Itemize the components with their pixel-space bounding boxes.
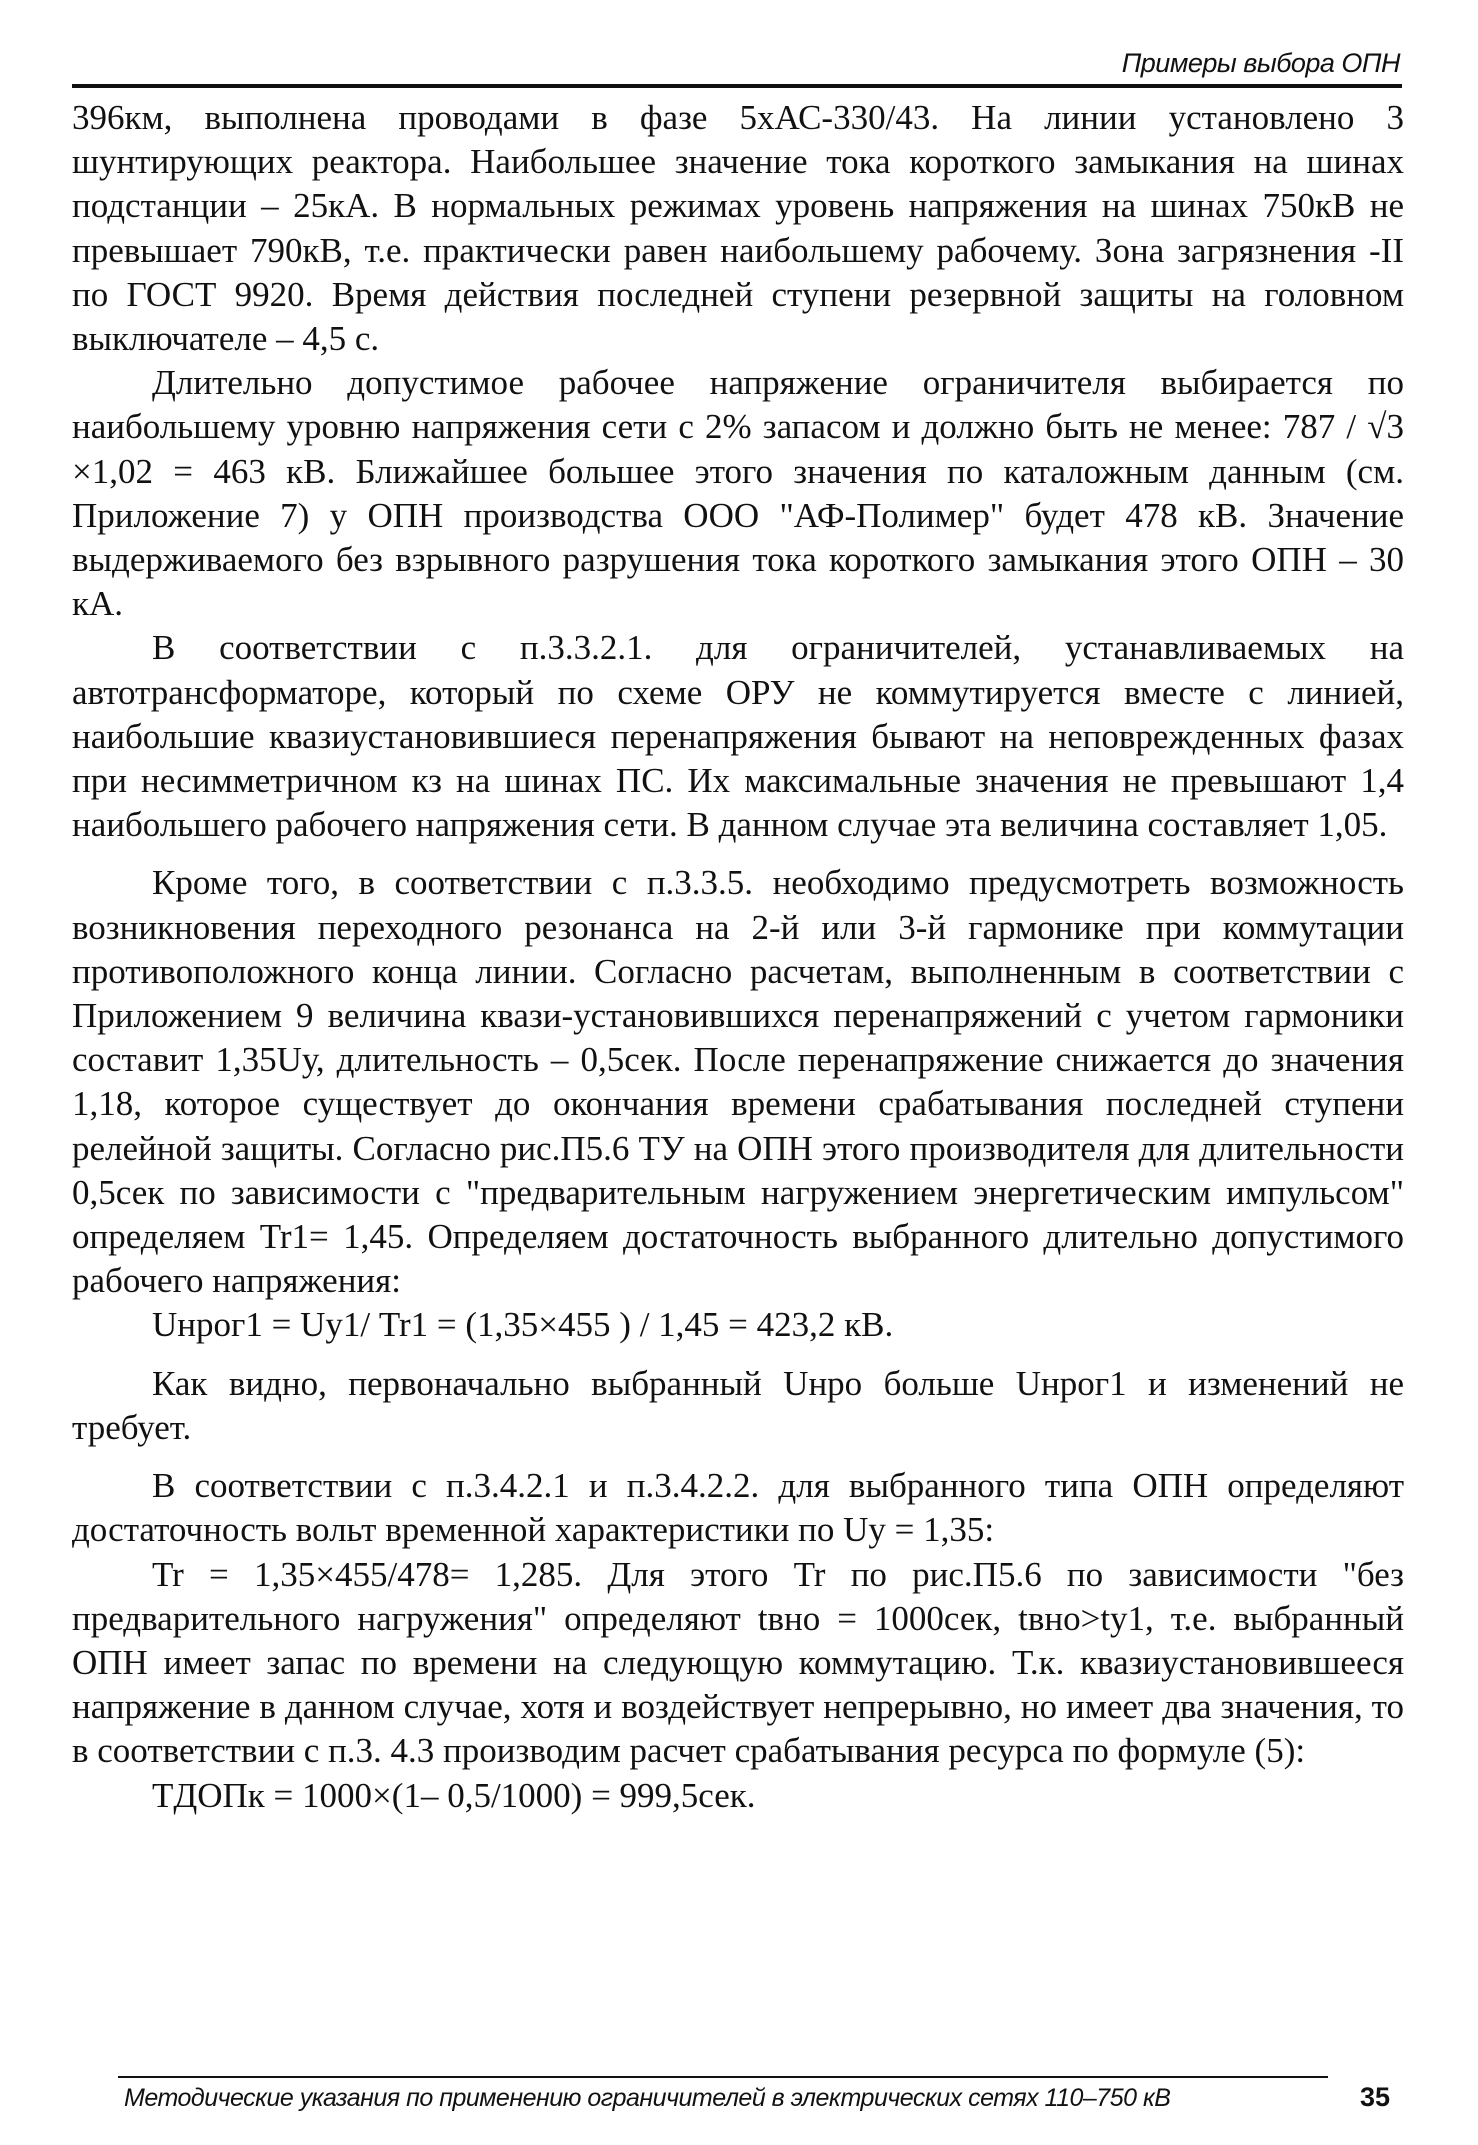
header-divider xyxy=(72,84,1402,88)
paragraph-line-description: 396км, выполнена проводами в фазе 5хАС-330/43. На линии установлено 3 шунтирующих реактора. Наибольшее значение тока короткого замыкания на шинах подстанции – 25кА. В нормальных режимах уровень напряжения на шинах 750кВ не превышает 790кВ, т.е. практически равен наибольшему рабочему. Зона загрязнения -II по ГОСТ 9920. Время действия последней ступени резервной защиты на головном выключателе – 4,5 с. xyxy=(72,98,1404,359)
body-text xyxy=(72,96,1404,1818)
paragraph-resonance: Кроме того, в соответствии с п.3.3.5. необходимо предусмотреть возможность возникновения переходного резонанса на 2-й или 3-й гармонике при коммутации противоположного конца линии. Согласно расчетам, выполненным в соответствии с Приложением 9 величина квази-установившихся перенапряжений с учетом гармоники составит 1,35Uу, длительность – 0,5сек. После перенапряжение снижается до значения 1,18, которое существует до окончания времени срабатывания последней ступени релейной защиты. Согласно рис.П5.6 ТУ на ОПН этого производителя для длительности 0,5сек по зависимости с "предварительным нагружением энергетическим импульсом" определяем Tr1= 1,45. Определяем достаточность выбранного длительно допустимого рабочего напряжения: xyxy=(72,863,1404,1301)
formula-u-nrog: Uнрог1 = Uу1/ Tr1 = (1,35×455 ) / 1,45 = 423,2 кВ. xyxy=(152,1305,894,1345)
formula-t-dop: TДОПк = 1000×(1– 0,5/1000) = 999,5сек. xyxy=(152,1775,756,1815)
paragraph-quasi-steady-overvoltage: В соответствии с п.3.3.2.1. для ограничителей, устанавливаемых на автотрансформаторе, который по схеме ОРУ не коммутируется вместе с линией, наибольшие квазиустановившиеся перенапряжения бывают на неповрежденных фазах при несимметричном кз на шинах ПС. Их максимальные значения не превышают 1,4 наибольшего рабочего напряжения сети. В данном случае эта величина составляет 1,05. xyxy=(72,628,1404,845)
page-number: 35 xyxy=(1359,2082,1390,2112)
paragraph-conclusion: Как видно, первоначально выбранный Uнро больше Uнрог1 и изменений не требует. xyxy=(72,1363,1404,1447)
paragraph-volt-time: В соответствии с п.3.4.2.1 и п.3.4.2.2. для выбранного типа ОПН определяют достаточность вольт временной характеристики по Uу = 1,35: xyxy=(72,1466,1404,1550)
running-header: Примеры выбора ОПН xyxy=(1121,48,1400,78)
footer-divider xyxy=(118,2076,1328,2078)
running-footer: Методические указания по применению ограничителей в электрических сетях 110–750 кВ xyxy=(124,2084,1171,2112)
paragraph-voltage-selection: Длительно допустимое рабочее напряжение ограничителя выбирается по наибольшему уровню напряжения сети с 2% запасом и должно быть не менее: 787 / √3 ×1,02 = 463 кВ. Ближайшее большее этого значения по каталожным данным (см. Приложение 7) у ОПН производства ООО "АФ-Полимер" будет 478 кВ. Значение выдерживаемого без взрывного разрушения тока короткого замыкания этого ОПН – 30 кА. xyxy=(72,363,1404,624)
paragraph-tr-calculation: Tr = 1,35×455/478= 1,285. Для этого Tr по рис.П5.6 по зависимости "без предварительного нагружения" определяют tвно = 1000сек, tвно>tу1, т.е. выбранный ОПН имеет запас по времени на следующую коммутацию. Т.к. квазиустановившееся напряжение в данном случае, хотя и воздействует непрерывно, но имеет два значения, то в соответствии с п.3. 4.3 производим расчет срабатывания ресурса по формуле (5): xyxy=(72,1554,1404,1771)
